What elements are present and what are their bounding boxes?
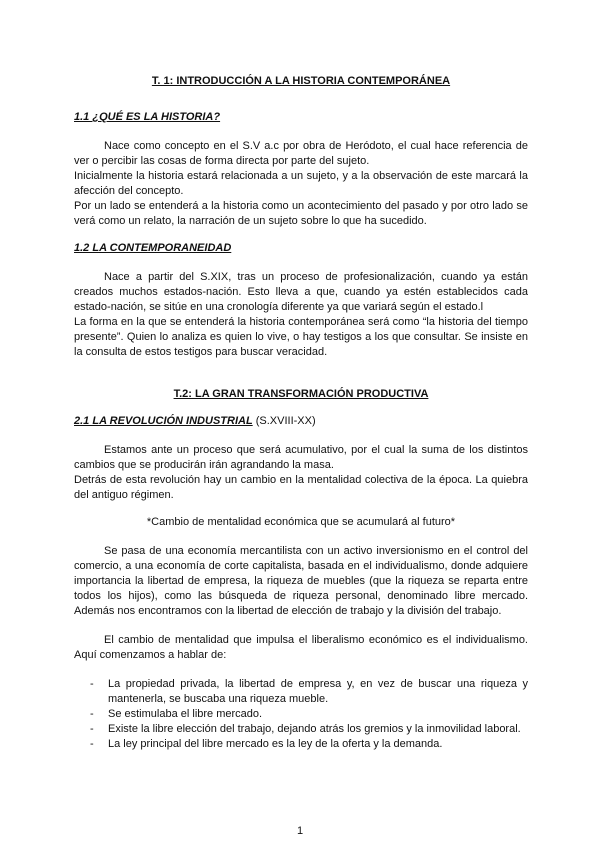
paragraph: Detrás de esta revolución hay un cambio en la mentalidad colectiva de la época. La quiebra del antiguo régimen. [74,474,528,501]
section-1-1-heading [74,110,528,125]
paragraph: Inicialmente la historia estará relacionada a un sujeto, y a la observación de este marcará la afección del concepto. [74,170,528,197]
paragraph: El cambio de mentalidad que impulsa el liberalismo económico es el individualismo. Aquí comenzamos a hablar de: [74,634,528,661]
list-item: - Se estimulaba el libre mercado. [74,707,528,722]
section-2-1-heading [74,414,528,429]
chapter-1-title: T. 1: INTRODUCCIÓN A LA HISTORIA CONTEMPORÁNEA [151,75,451,87]
section-1-2-heading-text: 1.2 LA CONTEMPORANEIDAD [74,242,232,254]
paragraph: Nace a partir del S.XIX, tras un proceso de profesionalización, cuando ya están creados muchos estados-nación. Esto lleva a que, cuando ya estén establecidos cada estado-nación, se sitúe en una cronología diferente ya que variará según el estado.l [74,271,528,313]
section-1-1-heading-text: 1.1 ¿QUÉ ES LA HISTORIA? [74,111,221,123]
paragraph: Por un lado se entenderá a la historia como un acontecimiento del pasado y por otro lado se verá como un relato, la narración de un sujeto sobre lo que ha sucedido. [74,200,528,227]
list-item: - La propiedad privada, la libertad de empresa y, en vez de buscar una riqueza y mantenerla, se buscaba una riqueza mueble. [74,677,528,707]
paragraph: La forma en la que se entenderá la historia contemporánea será como “la historia del tiempo presente”. Quien lo analiza es quien lo vive, o hay testigos a los que consultar. Se insiste en la consulta de estos testigos para buscar veracidad. [74,316,528,358]
page-number: 1 [296,825,304,837]
paragraph: Estamos ante un proceso que será acumulativo, por el cual la suma de los distintos cambios que se producirán irán agrandando la masa. [74,444,528,471]
section-1-2-heading [74,241,528,256]
paragraph: Nace como concepto en el S.V a.c por obra de Heródoto, el cual hace referencia de ver o percibir las cosas de forma directa por parte del sujeto. [74,140,528,167]
list-item: - Existe la libre elección del trabajo, dejando atrás los gremios y la inmovilidad laboral. [74,722,528,737]
section-2-1-heading-text: 2.1 LA REVOLUCIÓN INDUSTRIAL [74,415,253,427]
section-2-1-heading-note: (S.XVIII-XX) [252,415,316,427]
list-item: - La ley principal del libre mercado es la ley de la oferta y la demanda. [74,737,528,752]
paragraph: Se pasa de una economía mercantilista con un activo inversionismo en el control del comercio, a una economía de corte capitalista, basada en el individualismo, donde adquiere importancia la libertad de empresa, la riqueza de muebles (que la riqueza se reparta entre todos los hijos), como las búsqueda de riqueza personal, denominado libre mercado. Además nos encontramos con la libertad de elección de trabajo y la división del trabajo. [74,545,528,617]
bullet-list [74,677,528,752]
chapter-2-title: T.2: LA GRAN TRANSFORMACIÓN PRODUCTIVA [173,388,429,400]
highlight-quote: *Cambio de mentalidad económica que se acumulará al futuro* [146,516,456,528]
